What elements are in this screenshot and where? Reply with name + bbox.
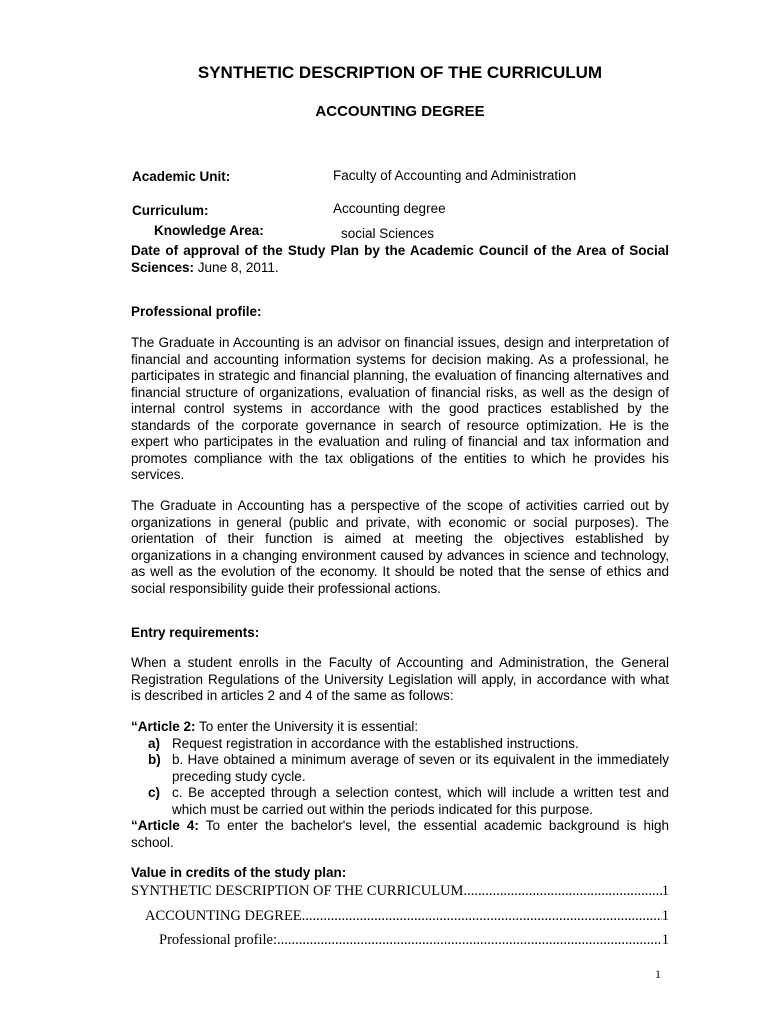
entry-requirements-heading: Entry requirements: [131, 625, 260, 640]
article-2-block [131, 719, 669, 851]
article-2-line [131, 719, 669, 736]
article-4-text: To enter the bachelor's level, the essential academic background is high school. [131, 818, 669, 850]
article-4-label: “Article 4: [131, 818, 199, 833]
approval-date [131, 243, 669, 276]
academic-unit-value: Faculty of Accounting and Administration [333, 168, 577, 183]
toc-entry-page: 1 [661, 883, 669, 899]
list-item-text: Request registration in accordance with the established instructions. [172, 735, 579, 751]
professional-profile-paragraph-1: The Graduate in Accounting is an advisor on financial issues, design and interpretation of financial and accounting information systems for decision making. As a professional, he participates in strategic and financial planning, the evaluation of financing alternatives and financial structure of organizations, evaluation of financial risks, as well as the design of internal control systems in accordance with the good practices established by the standards of the corporate governance in search of resource optimization. He is the expert who participates in the evaluation and ruling of financial and tax information and promotes compliance with the tax obligations of the entities to which he provides his services. [131, 335, 669, 482]
toc-entry[interactable] [131, 882, 669, 900]
approval-value: June 8, 2011. [194, 259, 279, 275]
list-item-text: b. Have obtained a minimum average of seven or its equivalent in the immediately preceding study cycle. [172, 752, 669, 784]
list-item [131, 736, 669, 753]
list-marker: b) [148, 752, 161, 767]
list-item [131, 785, 669, 818]
toc-leader [277, 931, 662, 949]
toc-entry-label: SYNTHETIC DESCRIPTION OF THE CURRICULUM [131, 883, 464, 899]
knowledge-area-value: social Sciences [341, 226, 435, 241]
professional-profile-heading: Professional profile: [131, 304, 262, 319]
page-number: 1 [655, 967, 661, 981]
toc-entry-label: ACCOUNTING DEGREE [145, 908, 302, 924]
toc-leader [463, 882, 661, 900]
approval-label: Date of approval of the Study Plan by the Academic Council of the Area of Social Sciences: [131, 243, 669, 275]
toc-entry-label: Professional profile: [159, 932, 277, 948]
curriculum-value: Accounting degree [333, 201, 446, 216]
document-title: SYNTHETIC DESCRIPTION OF THE CURRICULUM [197, 63, 603, 82]
toc-leader [302, 907, 662, 925]
article-4-line [131, 818, 669, 851]
article-2-label: “Article 2: [131, 719, 196, 734]
document-subtitle: ACCOUNTING DEGREE [315, 103, 485, 120]
toc-entry-page: 1 [661, 908, 669, 924]
list-item-text: c. Be accepted through a selection contest, which will include a written test and which must be carried out within the periods indicated for this purpose. [172, 785, 669, 817]
toc-entry[interactable] [145, 907, 669, 925]
professional-profile-paragraph-2: The Graduate in Accounting has a perspective of the scope of activities carried out by organizations in general (public and private, with economic or social purposes). The orientation of their function is aimed at meeting the objectives established by organizations in a changing environment caused by advances in science and technology, as well as the evolution of the economy. It should be noted that the sense of ethics and social responsibility guide their professional actions. [131, 498, 669, 596]
academic-unit-label: Academic Unit: [132, 169, 231, 184]
list-marker: c) [148, 785, 161, 800]
toc-entry-page: 1 [661, 932, 669, 948]
credits-heading: Value in credits of the study plan: [131, 865, 347, 880]
list-item [131, 752, 669, 785]
knowledge-area-label: Knowledge Area: [154, 223, 264, 238]
curriculum-label: Curriculum: [132, 203, 209, 218]
toc-entry[interactable] [159, 931, 669, 949]
entry-requirements-intro: When a student enrolls in the Faculty of Accounting and Administration, the General Registration Regulations of the University Legislation will apply, in accordance with what is described in articles 2 and 4 of the same as follows: [131, 655, 669, 703]
list-marker: a) [148, 735, 161, 751]
article-2-text: To enter the University it is essential: [195, 719, 419, 734]
